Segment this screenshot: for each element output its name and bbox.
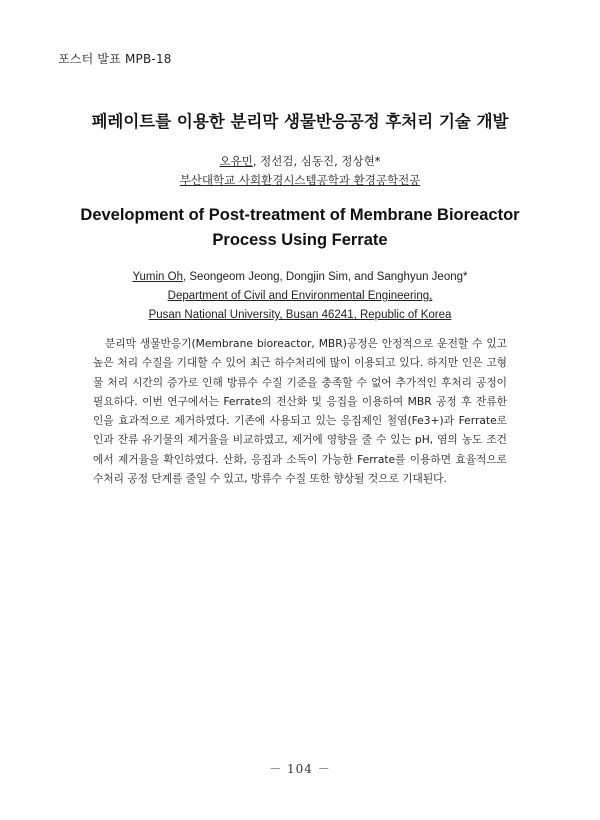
korean-author-line: [0, 152, 600, 171]
english-affiliation-line-2: Pusan National University, Busan 46241, Republic of Korea: [148, 309, 452, 321]
korean-coauthors: , 정선검, 심동진, 정상현*: [252, 154, 381, 168]
abstract-paragraph: 분리막 생물반응기(Membrane bioreactor, MBR)공정은 안정적으로 운전할 수 있고 높은 처리 수질을 기대할 수 있어 최근 하수처리에 많이 이용되고 있다. 하지만 인은 고형물 처리 시간의 증가로 인해 방류수 수질 기준을 충족할 수 없어 추가적인 후처리 공정이 필요하다. 이번 연구에서는 Ferrate의 전산화 및 응집을 이용하여 MBR 공정 후 잔류한 인을 효과적으로 제거하였다. 기존에 사용되고 있는 응집제인 철염(Fe3+)과 Ferrate로 인과 잔류 유기물의 제거율을 비교하였고, 제거에 영향을 줄 수 있는 pH, 염의 농도 조건에서 제거율을 확인하였다. 산화, 응집과 소독이 가능한 Ferrate를 이용하면 효율적으로 수처리 공정 단계를 줄일 수 있고, 방류수 수질 또한 향상될 것으로 기대된다.: [93, 337, 507, 486]
poster-tag: 포스터 발표 MPB-18: [58, 52, 172, 66]
english-title: [80, 203, 520, 253]
english-presenter: Yumin Oh: [132, 271, 183, 283]
english-affiliation-line-1: Department of Civil and Environmental Engineering,: [167, 290, 433, 302]
korean-title: 페레이트를 이용한 분리막 생물반응공정 후처리 기술 개발: [91, 112, 509, 131]
korean-affiliation: 부산대학교 사회환경시스템공학과 환경공학전공: [179, 173, 421, 187]
korean-presenter: 오유민: [219, 154, 253, 168]
english-author-line: [0, 268, 600, 287]
english-title-line-2: Process Using Ferrate: [212, 231, 388, 249]
korean-authors-block: [0, 152, 600, 190]
english-authors-block: [0, 268, 600, 325]
page-number: － 104 －: [269, 762, 331, 776]
english-coauthors: , Seongeom Jeong, Dongjin Sim, and Sanghyun Jeong*: [182, 271, 468, 283]
english-title-line-1: Development of Post-treatment of Membrane Bioreactor: [80, 206, 520, 224]
